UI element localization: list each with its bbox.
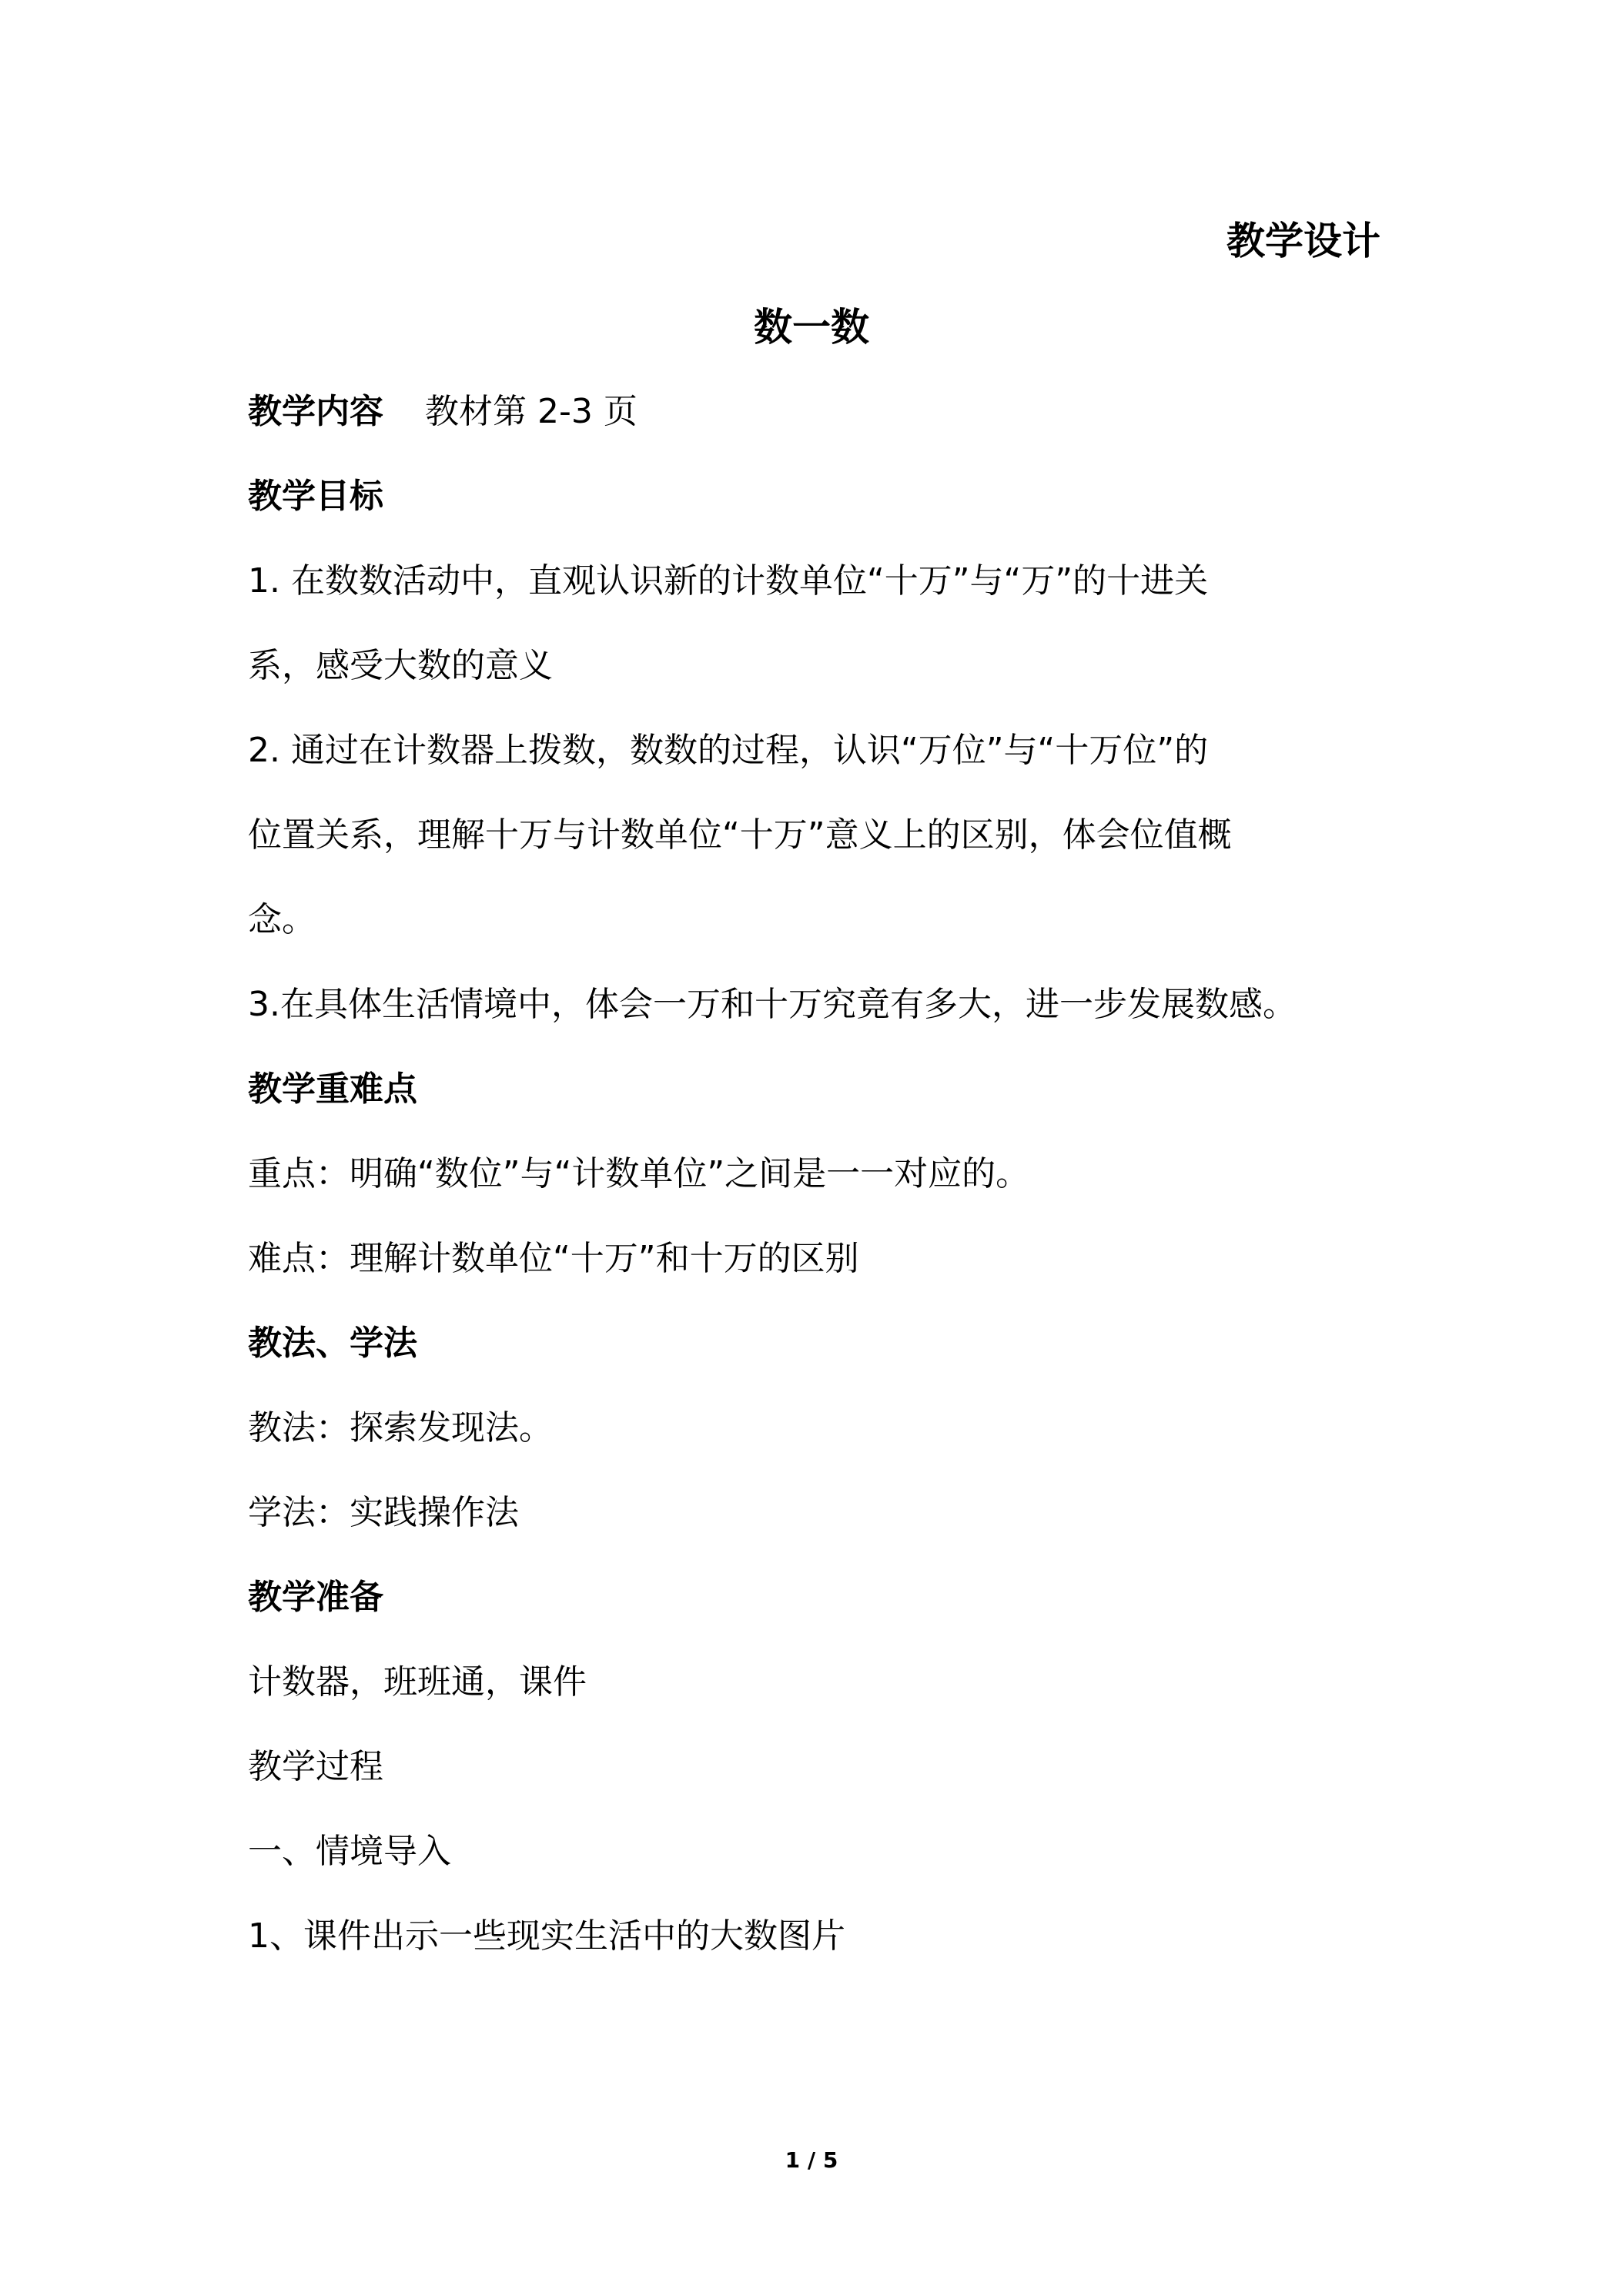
key-points-heading: 教学重难点 [248, 1069, 417, 1109]
objective-2-line-3: 念。 [248, 900, 316, 939]
objective-2-line-2: 位置关系，理解十万与计数单位“十万”意义上的区别，体会位值概 [248, 815, 1232, 855]
objective-3-line-1: 3.在具体生活情境中，体会一万和十万究竟有多大，进一步发展数感。 [248, 985, 1297, 1024]
objectives-heading: 教学目标 [248, 477, 383, 516]
objective-2-line-1: 2. 通过在计数器上拨数，数数的过程，认识“万位”与“十万位”的 [248, 731, 1209, 770]
document-type-heading: 教学设计 [1226, 219, 1380, 263]
process-section-1: 一、情境导入 [248, 1832, 451, 1871]
teaching-method: 教法：探索发现法。 [248, 1408, 553, 1448]
learning-method: 学法：实践操作法 [248, 1493, 519, 1532]
teaching-content-label: 教学内容 [248, 392, 383, 431]
page-number: 1 / 5 [785, 2147, 838, 2173]
preparation-items: 计数器，班班通，课件 [248, 1662, 587, 1702]
teaching-content-line [248, 389, 637, 435]
process-step-1: 1、课件出示一些现实生活中的大数图片 [248, 1916, 845, 1956]
teaching-content-value: 教材第 2-3 页 [425, 392, 637, 431]
process-heading: 教学过程 [248, 1747, 383, 1786]
objective-1-line-2: 系，感受大数的意义 [248, 646, 553, 685]
methods-heading: 教法、学法 [248, 1324, 417, 1363]
key-point-difficulty: 难点：理解计数单位“十万”和十万的区别 [248, 1239, 859, 1278]
lesson-title: 数一数 [754, 305, 869, 350]
preparation-heading: 教学准备 [248, 1578, 383, 1617]
objective-1-line-1: 1. 在数数活动中，直观认识新的计数单位“十万”与“万”的十进关 [248, 561, 1209, 601]
key-point-focus: 重点：明确“数位”与“计数单位”之间是一一对应的。 [248, 1154, 1030, 1193]
